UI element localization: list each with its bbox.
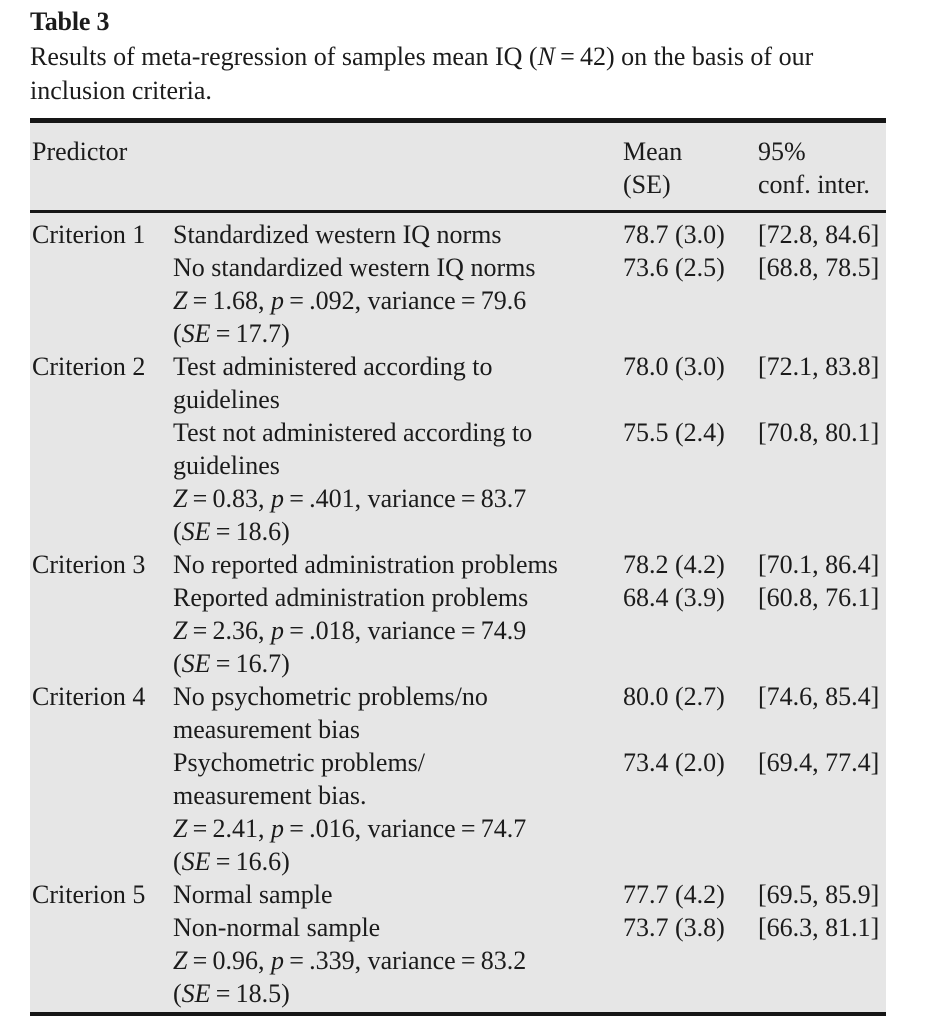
math-variable: Z (173, 286, 188, 315)
description-cell (173, 944, 623, 1014)
ci-cell: [69.4, 77.4] (758, 748, 880, 777)
header-row (30, 121, 886, 212)
ci-cell: [74.6, 85.4] (758, 682, 880, 711)
description-line: Normal sample (173, 880, 333, 909)
mean-cell: 68.4 (3.9) (623, 583, 725, 612)
ci-cell: [66.3, 81.1] (758, 913, 880, 942)
stat-line (173, 482, 623, 515)
description-line: Test administered according to (173, 352, 493, 381)
math-variable: p (271, 946, 285, 975)
criterion-label-cell (30, 284, 173, 350)
header-line: 95% (758, 137, 806, 166)
math-variable: p (271, 616, 285, 645)
description-cell (173, 812, 623, 878)
math-variable: SE (181, 649, 211, 678)
math-variable: Z (173, 814, 188, 843)
criterion-label-cell: Criterion 1 (32, 220, 146, 249)
meta-regression-table (30, 118, 886, 1016)
description-line: No psychometric problems/no (173, 682, 488, 711)
description-line: guidelines (173, 451, 280, 480)
criterion-label-cell (30, 482, 173, 548)
text-segment: Results of meta-regression of samples mean IQ ( (30, 42, 538, 71)
mean-cell: 73.6 (2.5) (623, 253, 725, 282)
text-segment: = 2.36, (187, 616, 272, 645)
criterion-label-cell (30, 746, 173, 812)
description-cell (173, 680, 623, 746)
text-segment: = 18.6) (210, 517, 290, 546)
text-segment: = .339, variance = 83.2 (284, 946, 527, 975)
text-segment: inclusion criteria. (30, 76, 212, 105)
criterion-label-cell (30, 614, 173, 680)
math-variable: N (537, 42, 555, 71)
header-predictor (30, 121, 623, 212)
table-row (30, 548, 886, 581)
ci-cell: [60.8, 76.1] (758, 583, 880, 612)
mean-cell (623, 614, 758, 680)
mean-cell: 73.7 (3.8) (623, 913, 725, 942)
math-variable: Z (173, 484, 188, 513)
criterion-label-cell: Criterion 2 (32, 352, 146, 381)
text-segment: = .092, variance = 79.6 (284, 286, 527, 315)
description-line: Non-normal sample (173, 913, 381, 942)
stat-line (173, 614, 623, 647)
description-line: No reported administration problems (173, 550, 558, 579)
table-row (30, 212, 886, 252)
text-segment: ( (173, 649, 182, 678)
stat-line (173, 944, 623, 977)
description-cell (173, 581, 623, 614)
text-segment: = 0.83, (187, 484, 272, 513)
description-cell (173, 416, 623, 482)
text-segment: = .401, variance = 83.7 (284, 484, 527, 513)
stat-line (173, 812, 623, 845)
description-cell (173, 614, 623, 680)
description-line: Psychometric problems/ (173, 748, 426, 777)
ci-cell: [69.5, 85.9] (758, 880, 880, 909)
table-caption (30, 40, 886, 108)
ci-cell: [68.8, 78.5] (758, 253, 880, 282)
criterion-label-cell (30, 911, 173, 944)
text-segment: = 17.7) (210, 319, 290, 348)
math-variable: Z (173, 946, 188, 975)
ci-cell: [72.1, 83.8] (758, 352, 880, 381)
description-cell (173, 878, 623, 911)
description-line: Reported administration problems (173, 583, 529, 612)
criterion-label-cell: Criterion 5 (32, 880, 146, 909)
criterion-label-cell: Criterion 3 (32, 550, 146, 579)
ci-cell (758, 482, 886, 548)
math-variable: SE (181, 517, 211, 546)
criterion-label-cell (30, 944, 173, 1014)
description-cell (173, 548, 623, 581)
table-row (30, 251, 886, 284)
table-row (30, 284, 886, 350)
text-segment: = 2.41, (187, 814, 272, 843)
header-ci (758, 121, 886, 212)
ci-cell: [70.1, 86.4] (758, 550, 880, 579)
math-variable: Z (173, 616, 188, 645)
description-cell (173, 482, 623, 548)
mean-cell (623, 284, 758, 350)
ci-cell: [70.8, 80.1] (758, 418, 880, 447)
header-line: (SE) (623, 170, 671, 199)
criterion-label-cell (30, 581, 173, 614)
table-row (30, 680, 886, 746)
math-variable: p (271, 814, 285, 843)
description-cell (173, 911, 623, 944)
description-line: No standardized western IQ norms (173, 253, 536, 282)
table-row (30, 944, 886, 1014)
description-line: Test not administered according to (173, 418, 533, 447)
ci-cell: [72.8, 84.6] (758, 220, 880, 249)
mean-cell (623, 944, 758, 1014)
text-segment: = 0.96, (187, 946, 272, 975)
ci-cell (758, 284, 886, 350)
stat-line (173, 284, 623, 317)
mean-cell (623, 812, 758, 878)
text-segment: ( (173, 517, 182, 546)
ci-cell (758, 944, 886, 1014)
text-segment: = .016, variance = 74.7 (284, 814, 527, 843)
mean-cell: 75.5 (2.4) (623, 418, 725, 447)
table-row (30, 416, 886, 482)
criterion-label-cell (30, 812, 173, 878)
description-cell (173, 350, 623, 416)
criterion-label-cell (30, 416, 173, 482)
text-segment: = 16.7) (210, 649, 290, 678)
text-segment: = 42) on the basis of our (554, 42, 814, 71)
math-variable: p (271, 286, 285, 315)
text-segment: ( (173, 979, 182, 1008)
mean-cell: 77.7 (4.2) (623, 880, 725, 909)
ci-cell (758, 812, 886, 878)
description-line: measurement bias (173, 715, 360, 744)
math-variable: SE (181, 319, 211, 348)
description-line: guidelines (173, 385, 280, 414)
table-row (30, 911, 886, 944)
mean-cell (623, 482, 758, 548)
description-line: Standardized western IQ norms (173, 220, 502, 249)
text-segment: = 1.68, (187, 286, 272, 315)
mean-cell: 78.2 (4.2) (623, 550, 725, 579)
table-row (30, 746, 886, 812)
mean-cell: 78.7 (3.0) (623, 220, 725, 249)
stat-line (173, 845, 623, 878)
header-line: Predictor (32, 137, 128, 166)
math-variable: SE (181, 979, 211, 1008)
table-body (30, 212, 886, 1015)
table-row (30, 581, 886, 614)
description-cell (173, 251, 623, 284)
math-variable: SE (181, 847, 211, 876)
caption-line (30, 74, 886, 108)
caption-line (30, 40, 886, 74)
description-line: measurement bias. (173, 781, 367, 810)
text-segment: ( (173, 847, 182, 876)
table-row (30, 878, 886, 911)
table-number-title: Table 3 (30, 7, 110, 36)
stat-line (173, 515, 623, 548)
criterion-label-cell: Criterion 4 (32, 682, 146, 711)
table-row (30, 482, 886, 548)
stat-line (173, 647, 623, 680)
table-header (30, 121, 886, 212)
description-cell (173, 284, 623, 350)
header-line: Mean (623, 137, 683, 166)
table-row (30, 350, 886, 416)
table-row (30, 614, 886, 680)
stat-line (173, 977, 623, 1010)
text-segment: ( (173, 319, 182, 348)
mean-cell: 80.0 (2.7) (623, 682, 725, 711)
mean-cell: 78.0 (3.0) (623, 352, 725, 381)
description-cell (173, 746, 623, 812)
mean-cell: 73.4 (2.0) (623, 748, 725, 777)
table-row (30, 812, 886, 878)
text-segment: = .018, variance = 74.9 (284, 616, 527, 645)
header-line: conf. inter. (758, 170, 870, 199)
text-segment: = 16.6) (210, 847, 290, 876)
ci-cell (758, 614, 886, 680)
criterion-label-cell (30, 251, 173, 284)
stat-line (173, 317, 623, 350)
header-mean-se (623, 121, 758, 212)
description-cell (173, 212, 623, 252)
text-segment: = 18.5) (210, 979, 290, 1008)
math-variable: p (271, 484, 285, 513)
